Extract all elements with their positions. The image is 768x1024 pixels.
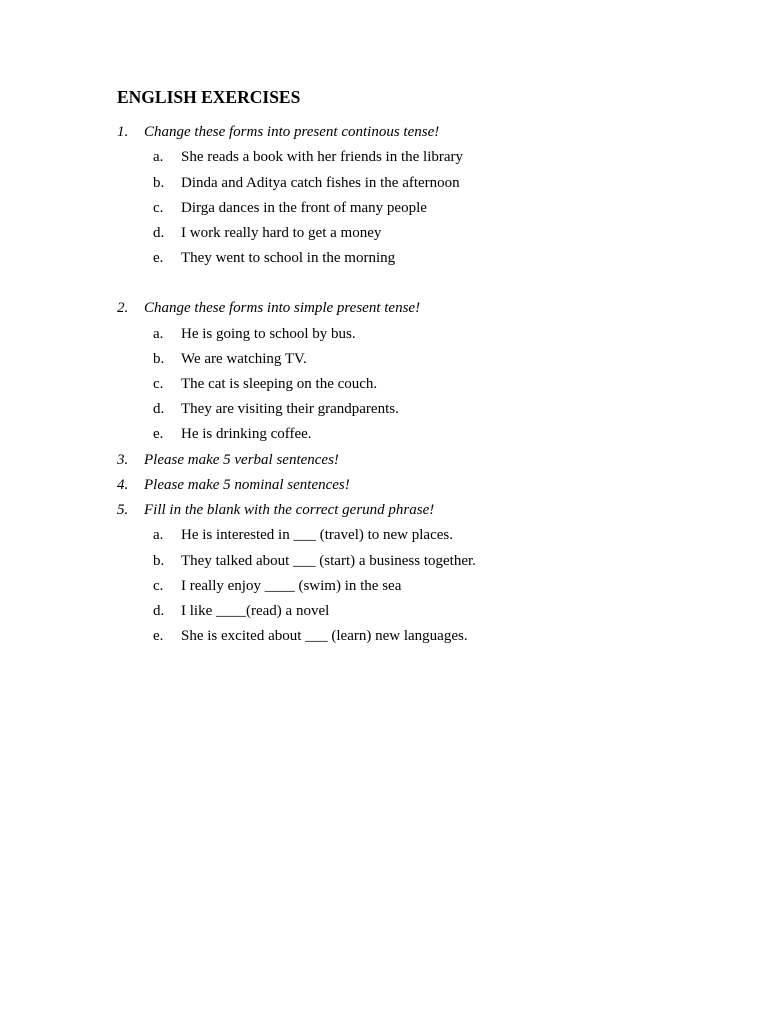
item-text: He is interested in ___ (travel) to new places. — [181, 527, 453, 543]
item-letter: d. — [153, 401, 165, 417]
question-number: 5. — [117, 502, 129, 518]
item-letter: c. — [153, 376, 164, 392]
question-number: 1. — [117, 124, 129, 140]
question-instruction: Change these forms into present continous tense! — [144, 124, 440, 140]
item-letter: e. — [153, 426, 164, 442]
item-letter: b. — [153, 553, 165, 569]
item-letter: c. — [153, 578, 164, 594]
question-instruction: Please make 5 verbal sentences! — [144, 452, 339, 468]
question-instruction: Please make 5 nominal sentences! — [144, 477, 350, 493]
question-instruction: Fill in the blank with the correct gerund phrase! — [144, 502, 435, 518]
item-letter: c. — [153, 200, 164, 216]
item-text: I like ____(read) a novel — [181, 603, 330, 619]
item-letter: b. — [153, 351, 165, 367]
item-letter: d. — [153, 603, 165, 619]
item-text: They are visiting their grandparents. — [181, 401, 399, 417]
item-letter: a. — [153, 326, 164, 342]
item-text: She is excited about ___ (learn) new languages. — [181, 628, 468, 644]
question-number: 2. — [117, 300, 129, 316]
item-text: I really enjoy ____ (swim) in the sea — [181, 578, 402, 594]
item-letter: e. — [153, 250, 164, 266]
item-text: She reads a book with her friends in the library — [181, 149, 464, 165]
item-text: They went to school in the morning — [181, 250, 396, 266]
item-text: Dirga dances in the front of many people — [181, 200, 427, 216]
item-text: He is going to school by bus. — [181, 326, 356, 342]
question-number: 3. — [117, 452, 129, 468]
item-text: I work really hard to get a money — [181, 225, 382, 241]
item-letter: a. — [153, 149, 164, 165]
page-title: ENGLISH EXERCISES — [117, 87, 301, 107]
item-text: We are watching TV. — [181, 351, 307, 367]
item-letter: e. — [153, 628, 164, 644]
item-text: Dinda and Aditya catch fishes in the afternoon — [181, 175, 460, 191]
question-instruction: Change these forms into simple present tense! — [144, 300, 421, 316]
question-number: 4. — [117, 477, 129, 493]
item-text: They talked about ___ (start) a business together. — [181, 553, 476, 569]
item-text: He is drinking coffee. — [181, 426, 312, 442]
item-letter: a. — [153, 527, 164, 543]
item-text: The cat is sleeping on the couch. — [181, 376, 378, 392]
item-letter: d. — [153, 225, 165, 241]
item-letter: b. — [153, 175, 165, 191]
